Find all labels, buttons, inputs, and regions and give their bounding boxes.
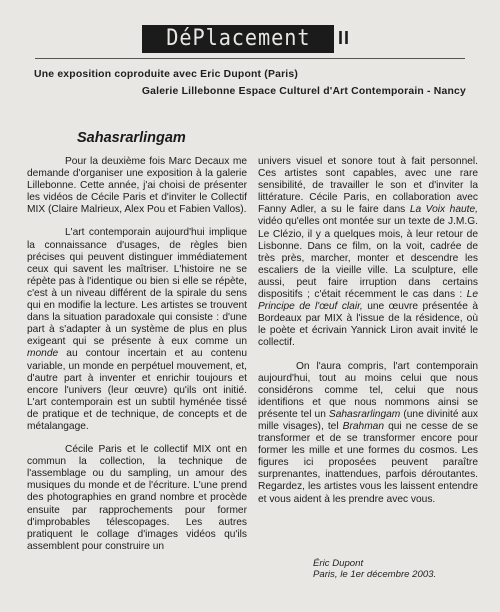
emphasis: monde (27, 348, 59, 360)
text-run: au contour incertain et au contenu variable, un monde en perpétuel mouvement, et, d'autre part à inventer et enrichir toujours et encore l'univers (leur œuvre) qu'ils ont initié. L'art contemporain est un subtil hyménée tissé de pratique et de technique, de concepts et de métalangage. (27, 348, 247, 432)
gallery-line: Galerie Lillebonne Espace Culturel d'Art Contemporain - Nancy (141, 86, 466, 97)
signature (313, 558, 436, 580)
exhibition-logo (142, 25, 334, 53)
paragraph: Pour la deuxième fois Marc Decaux me demande d'organiser une exposition à la galerie Lillebonne. Cette année, j'ai choisi de présenter les vidéos de Cécile Paris et d'inviter le Collectif MIX (Claire Malrieux, Alex Pou et Fabien Vallos). (27, 156, 247, 216)
text-run: L'art contemporain aujourd'hui implique la connaissance d'usages, de règles bien précises qui peuvent distinguer immédiatement ceux qui savent les maîtriser. L'histoire ne se répète pas à l'identique ou bien si elle se répète, c'est à un niveau différent de la spirale du sens qui en modifie la lecture. Les artistes se trouvent dans la situation paradoxale qui consiste : d'une part à s'adapter à un système de plus en plus exigeant qui se présente à eux comme un (27, 227, 247, 348)
article-title: Sahasrarlingam (77, 130, 186, 146)
logo-text: DéPlacement (165, 26, 311, 51)
logo-mark: II (338, 28, 351, 48)
coproduction-line: Une exposition coproduite avec Eric Dupont (Paris) (34, 69, 299, 80)
paragraph: Cécile Paris et le collectif MIX ont en commun la collection, la technique de l'assemblage ou du sampling, un amour des musiques du monde et de l'écriture. L'une prend des photographies en grand nombre et procède ensuite par rapprochements pour former d'improbables télescopages. Les autres pratiquent le collage d'images vidéos qu'ils assemblent pour construire un (27, 444, 247, 552)
text-run: une œuvre présentée à Bordeaux par MIX à l'issue de la résidence, où le poète et écrivain Yannick Liron avait invité le collectif. (258, 301, 478, 349)
paragraph (27, 227, 247, 433)
paragraph (258, 361, 478, 506)
signature-name: Éric Dupont (313, 558, 364, 569)
text-run: univers visuel et sonore tout à fait personnel. Ces artistes sont capables, avec une rare sensibilité, de travailler le son et d'inviter la littérature. Cécile Paris, en collaboration avec Fanny Adler, a su le faire dans (258, 156, 478, 216)
emphasis: Sahasrarlingam (328, 408, 401, 420)
emphasis: La Voix haute, (409, 204, 478, 216)
left-column (27, 156, 247, 553)
text-run: (une divinité aux mille visages), tel (258, 408, 478, 432)
text-run: On l'aura compris, l'art contemporain aujourd'hui, tout au moins celui que nous considérons comme tel, celui que nous identifions et que nous nommons ainsi se présente tel un (258, 360, 478, 420)
right-column (258, 156, 478, 506)
text-run: vidéo qu'elles ont montée sur un texte de J.M.G. Le Clézio, il y a quelques mois, à leur retour de Lisbonne. Dans ce film, on la voit, cadrée de très près, marcher, monter et descendre les escaliers de la vieille ville. La sculpture, elle aussi, peut faire irruption dans certains dispositifs ; c'était récemment le cas dans : (258, 216, 478, 301)
text-run: qui ne cesse de se transformer et de se transformer encore pour former les mille et une formes du cosmos. Les figures ici proposées peuvent paraître surprenantes, inattendues, parfois déroutantes. Regardez, les artistes vous les laissent entendre et vous aident à les prendre avec vous. (258, 420, 478, 505)
signature-date: Paris, le 1er décembre 2003. (313, 569, 437, 580)
emphasis: Le Principe de l'œuf clair, (258, 289, 478, 313)
paragraph (258, 156, 478, 350)
header-rule (35, 58, 465, 59)
emphasis: Brahman (342, 420, 385, 432)
